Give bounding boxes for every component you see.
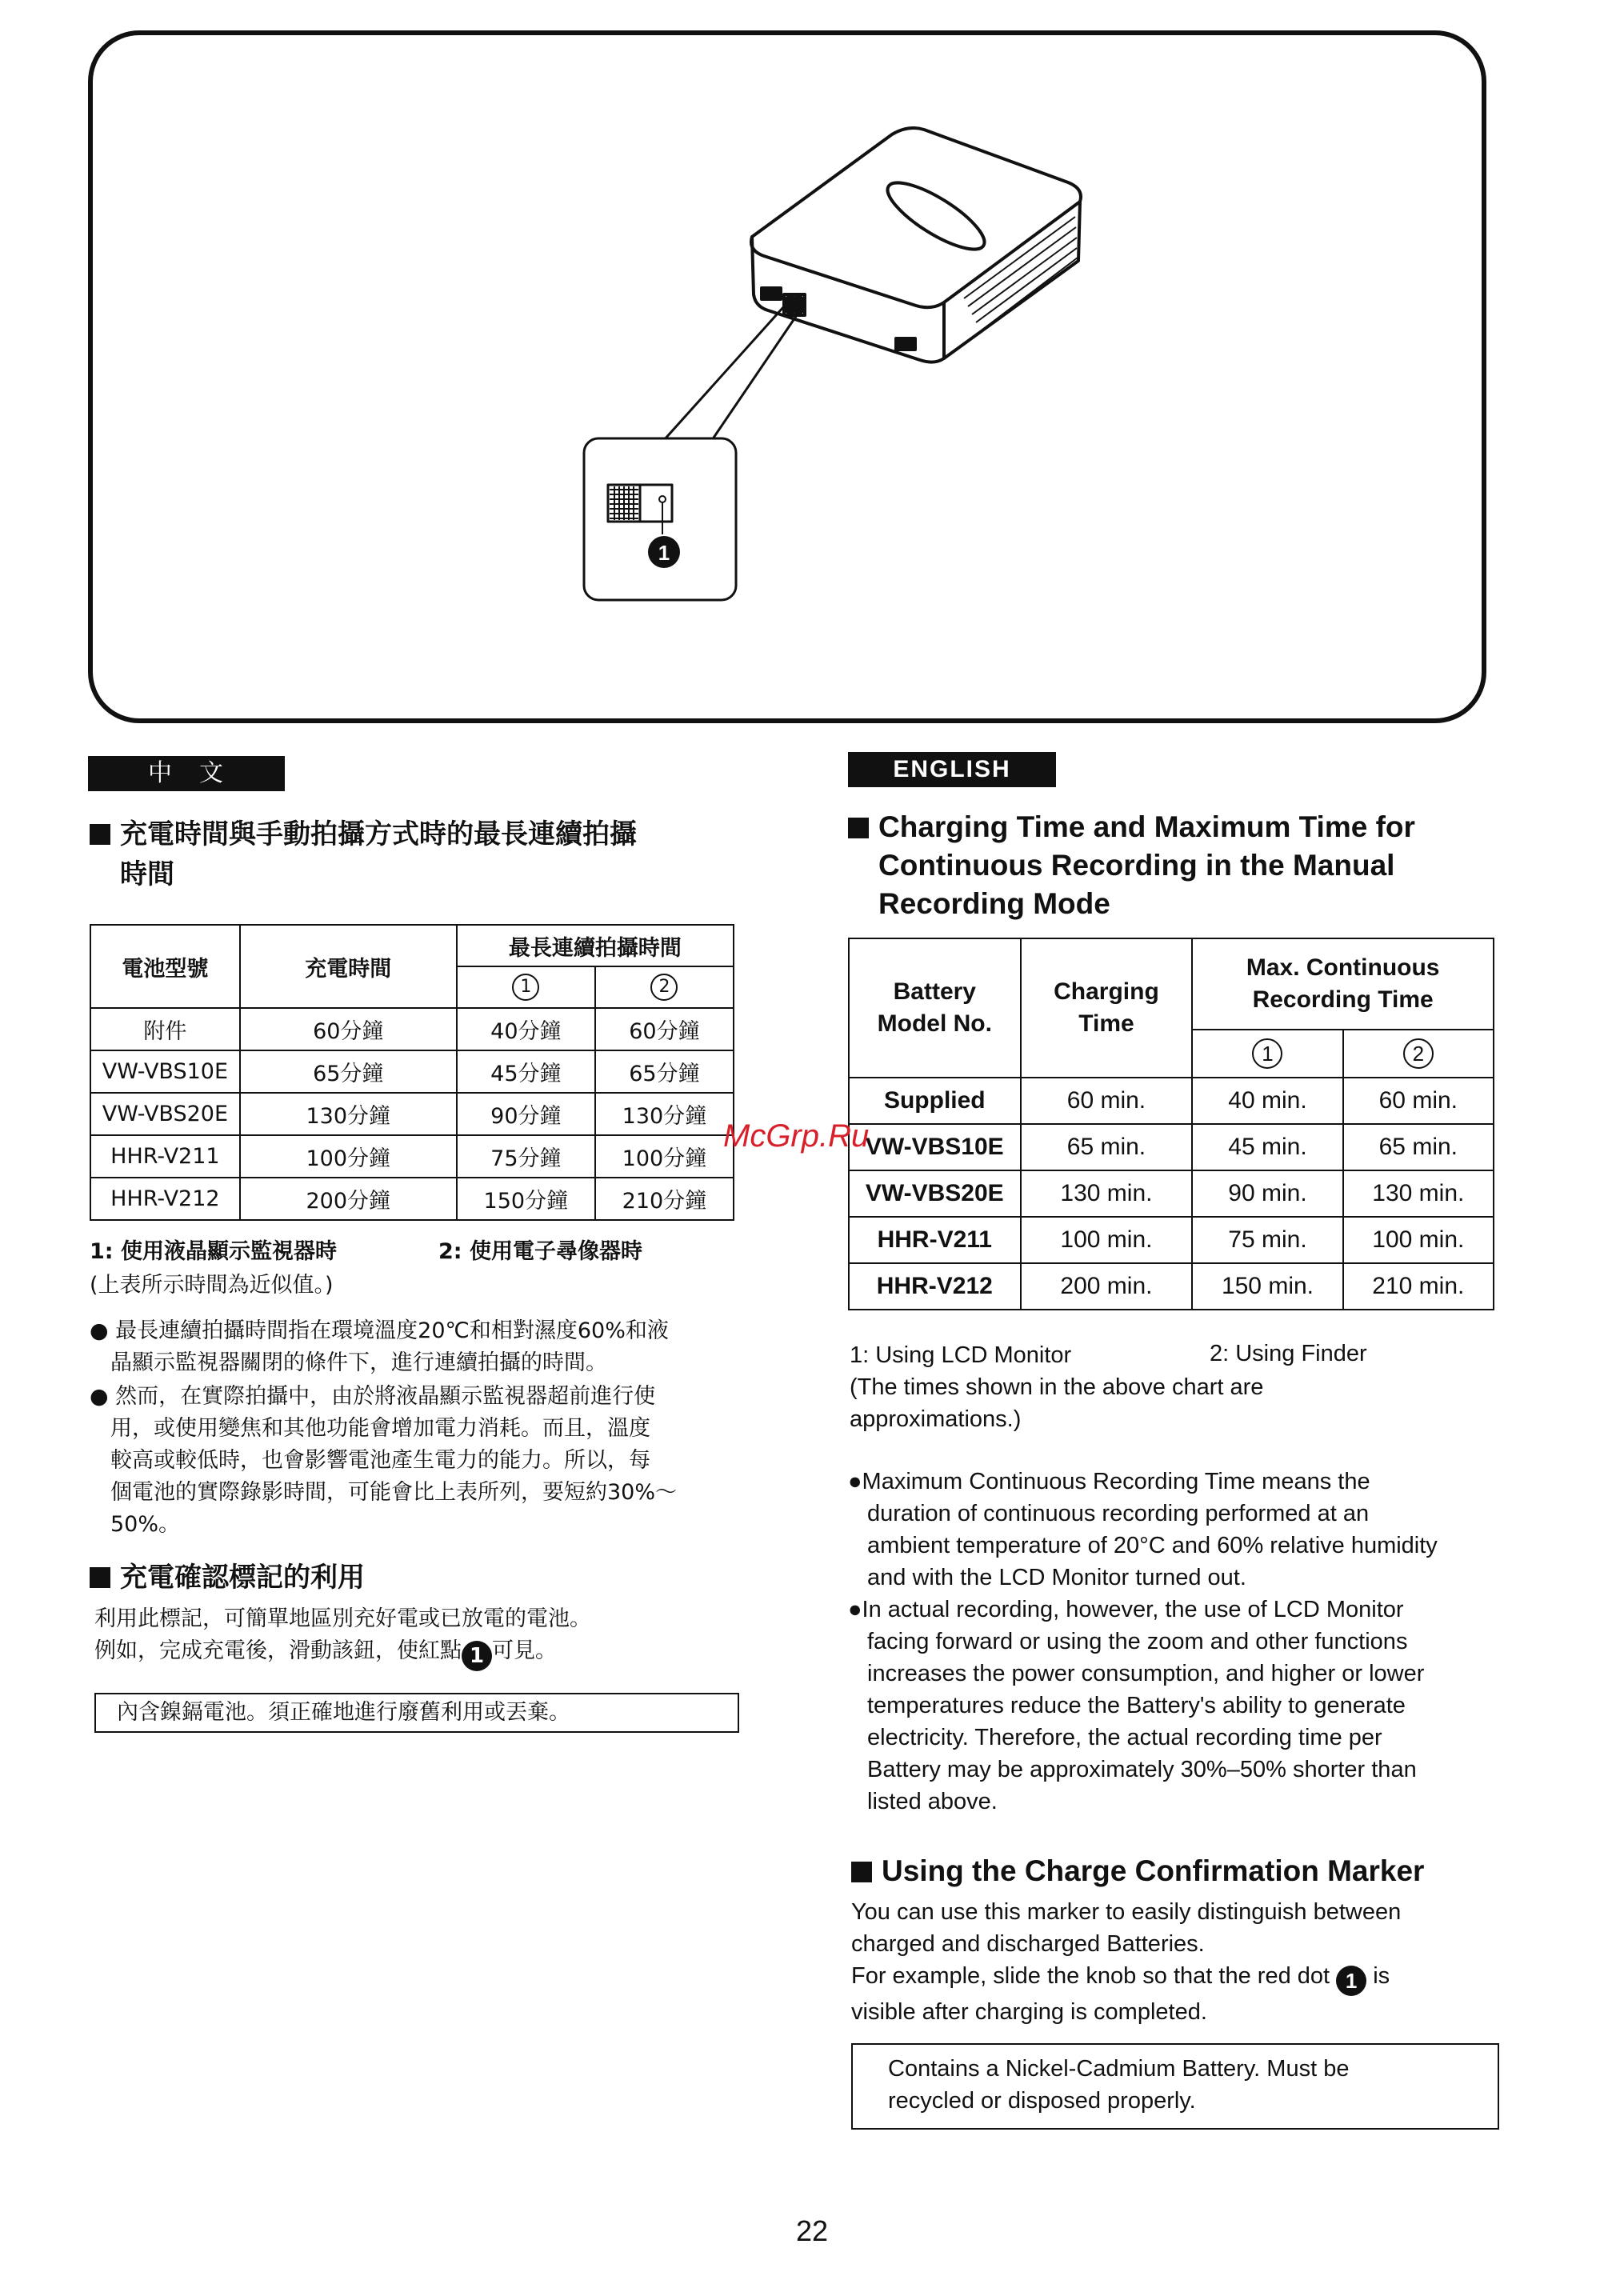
table-row: HHR-V212 200分鐘 150分鐘 210分鐘	[90, 1178, 734, 1220]
red-dot-callout-icon: 1	[1336, 1966, 1366, 1996]
chinese-heading-2: 充電確認標記的利用	[90, 1555, 365, 1594]
table-row: VW-VBS20E 130分鐘 90分鐘 130分鐘	[90, 1093, 734, 1135]
red-dot-callout-icon: 1	[462, 1641, 492, 1671]
heading-square-icon	[848, 818, 869, 838]
english-heading-2: Using the Charge Confirmation Marker	[851, 1854, 1424, 1888]
chinese-section-label: 中 文	[88, 756, 285, 791]
chinese-heading: 充電時間與手動拍攝方式時的最長連續拍攝 時間	[90, 814, 637, 894]
table-row: HHR-V212 200 min. 150 min. 210 min.	[849, 1263, 1494, 1310]
table-row: 附件 60分鐘 40分鐘 60分鐘	[90, 1008, 734, 1050]
battery-illustration	[88, 30, 1486, 723]
chinese-note-1: 1: 使用液晶顯示監視器時	[90, 1239, 337, 1264]
table-row: Supplied 60 min. 40 min. 60 min.	[849, 1078, 1494, 1124]
english-battery-table: Battery Model No. Charging Time Max. Continuous Recording Time 1 2 Supplied 60 min. 40 min. 60 min. VW-VBS10E 65 min. 45 min. 65 min. VW-VBS20E 130 min. 90 min. 130 min. HHR-V211 100 min. 75 min. 100 min. HHR-V212 200 min. 150 min. 210 min.	[848, 938, 1494, 1310]
chinese-paragraph-2: 利用此標記，可簡單地區別充好電或已放電的電池。 例如，完成充電後，滑動該鈕，使紅點 1 可見。	[94, 1603, 750, 1671]
table-row: VW-VBS20E 130 min. 90 min. 130 min.	[849, 1170, 1494, 1217]
table-row: VW-VBS10E 65 min. 45 min. 65 min.	[849, 1124, 1494, 1170]
english-bullet-2: ●In actual recording, however, the use of LCD Monitor facing forward or using the zoom and other functions increases the power consumption, and higher or lower temperatures reduce the Battery's ability to generate electricity. Therefore, the actual recording time per Battery may be approximately 30%–50% shorter than listed above.	[848, 1597, 1425, 1814]
chinese-bullet-2: ● 然而，在實際拍攝中，由於將液晶顯示監視器超前進行使 用，或使用變焦和其他功能會增加電力消耗。而且，溫度 較高或較低時，也會影響電池產生電力的能力。所以，每 個電池的實際錄影時間，可能會比上表所列，要短約30%～ 50%。	[90, 1384, 678, 1537]
english-note-2: 2: Using Finder	[1210, 1341, 1367, 1366]
heading-square-icon	[90, 1567, 110, 1588]
english-bullet-1: ●Maximum Continuous Recording Time means the duration of continuous recording performed at an ambient temperature of 20°C and 60% relative humidity and with the LCD Monitor turned out.	[848, 1469, 1438, 1590]
chinese-bullet-1: ● 最長連續拍攝時間指在環境溫度20℃和相對濕度60%和液 晶顯示監視器關閉的條件下，進行連續拍攝的時間。	[90, 1318, 669, 1375]
heading-square-icon	[851, 1862, 872, 1882]
chinese-note-approx: (上表所示時間為近似值。)	[90, 1273, 334, 1298]
table-row: HHR-V211 100分鐘 75分鐘 100分鐘	[90, 1135, 734, 1178]
chinese-battery-notice-box: 內含鎳鎘電池。須正確地進行廢舊利用或丟棄。	[94, 1693, 739, 1733]
english-section-label: ENGLISH	[848, 752, 1056, 787]
english-note-1: 1: Using LCD Monitor	[850, 1342, 1072, 1368]
english-heading: Charging Time and Maximum Time for Continuous Recording in the Manual Recording Mode	[848, 808, 1415, 923]
watermark: McGrp.Ru	[723, 1118, 870, 1154]
english-battery-notice-box: Contains a Nickel-Cadmium Battery. Must be recycled or disposed properly.	[851, 2043, 1499, 2130]
page-number: 22	[796, 2214, 829, 2247]
chinese-note-2: 2: 使用電子尋像器時	[438, 1239, 642, 1264]
chinese-battery-table: 電池型號 充電時間 最長連續拍攝時間 1 2 附件 60分鐘 40分鐘 60分鐘 VW-VBS10E 65分鐘 45分鐘 65分鐘 VW-VBS20E 130分鐘 90分鐘 130分鐘 HHR-V211 100分鐘 75分鐘 100分鐘 HHR-V212 200分鐘 150分鐘 210分鐘	[90, 924, 734, 1221]
english-note-approx: (The times shown in the above chart are approximations.)	[850, 1374, 1264, 1432]
table-row: HHR-V211 100 min. 75 min. 100 min.	[849, 1217, 1494, 1263]
heading-square-icon	[90, 824, 110, 845]
svg-text:1: 1	[658, 541, 670, 565]
table-row: VW-VBS10E 65分鐘 45分鐘 65分鐘	[90, 1050, 734, 1093]
english-paragraph-2: You can use this marker to easily distinguish between charged and discharged Batteries. For example, slide the knob so that the red dot 1 is visible after charging is completed.	[851, 1899, 1402, 2025]
